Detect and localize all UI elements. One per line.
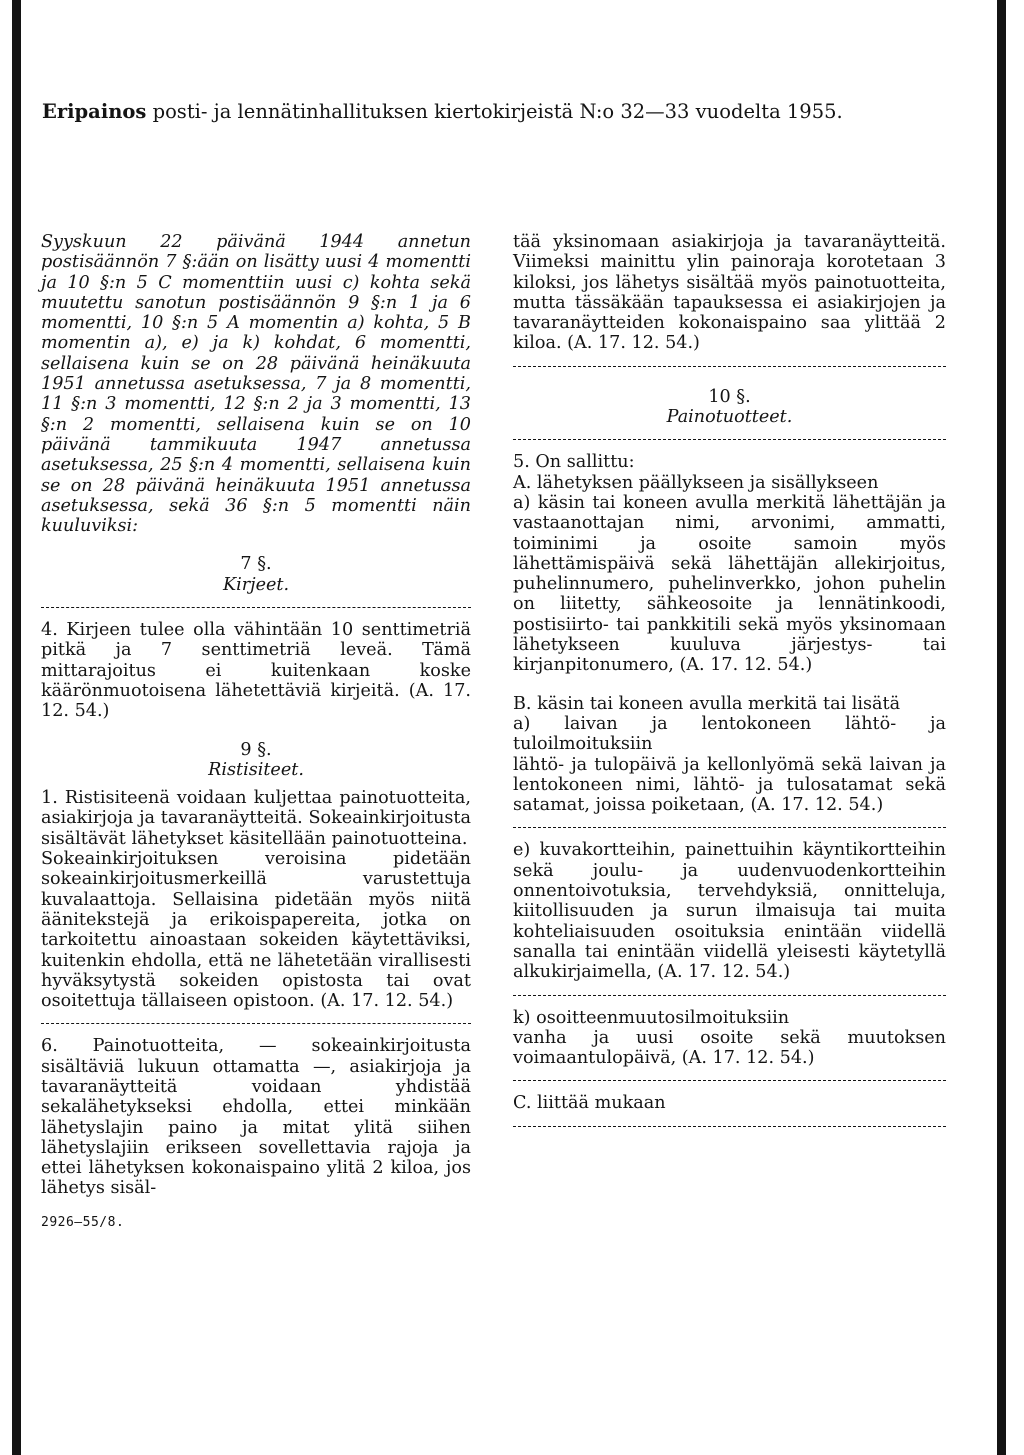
left-column bbox=[41, 232, 471, 1233]
divider bbox=[513, 995, 946, 996]
section-7-number: 7 §. bbox=[240, 554, 272, 575]
right-column bbox=[513, 232, 946, 1139]
left-border-bar bbox=[12, 0, 21, 1455]
right-border-bar bbox=[997, 0, 1006, 1455]
intro-paragraph: Syyskuun 22 päivänä 1944 annetun postisäännön 7 §:ään on lisätty uusi 4 momentti ja 10 §:n 5 C momenttiin uusi c) kohta sekä muutettu sanotun postisäännön 9 §:n 1 ja 6 momentti, 10 §:n 5 A momentin a) kohta, 5 B momentin a), e) ja k) kohdat, 6 momentti, sellaisena kuin se on 28 päivänä heinäkuuta 1951 annetussa asetuksessa, 7 ja 8 momentti, 11 §:n 3 momentti, 12 §:n 2 ja 3 momentti, 13 §:n 2 momentti, sellaisena kuin se on 10 päivänä tammikuuta 1947 annetussa asetuksessa, 25 §:n 4 momentti, sellaisena kuin se on 28 päivänä heinäkuuta 1951 annetussa asetuksessa, sekä 36 §:n 5 momentti näin kuuluviksi: bbox=[41, 232, 471, 537]
header-bold: Eripainos bbox=[42, 100, 147, 123]
paragraph-6-continued: tää yksinomaan asiakirjoja ja tavaranäytteitä. Viimeksi mainittu ylin painoraja korotetaan 3 kiloksi, jos lähetys sisältää myös painotuotteita, mutta tässäkään tapauksessa ei asiakirjojen ja tavaranäytteiden kokonaispaino saa ylittää 2 kiloa. (A. 17. 12. 54.) bbox=[513, 232, 946, 354]
paragraph-4: 4. Kirjeen tulee olla vähintään 10 senttimetriä pitkä ja 7 senttimetriä leveä. Tämä mittarajoitus ei kuitenkaan koske käärönmuotoisena lähetettäviä kirjeitä. (A. 17. 12. 54.) bbox=[41, 620, 471, 722]
section-9-title: Ristisiteet. bbox=[208, 759, 304, 780]
item-B-e: e) kuvakortteihin, painettuihin käyntikortteihin sekä joulu- ja uudenvuodenkortteihin onnentoivotuksia, tervehdyksiä, onnitteluja, kiitollisuuden ja surun ilmaisuja tai muita kohteliaisuuden osoituksia enintään viidellä sanalla tai enintään viidellä yleisesti käytetyllä alkukirjaimella, (A. 17. 12. 54.) bbox=[513, 840, 946, 983]
paragraph-6: 6. Painotuotteita, — sokeainkirjoitusta sisältäviä lukuun ottamatta —, asiakirjoja ja tavaranäytteitä voidaan yhdistää sekalähetykseksi ehdolla, ettei minkään lähetyslajin paino ja mitat ylitä siihen lähetyslajiin erikseen sovellettavia rajoja ja ettei lähetyksen kokonaispaino ylitä 2 kiloa, jos lähetys sisäl- bbox=[41, 1036, 471, 1199]
divider bbox=[41, 607, 471, 608]
divider bbox=[513, 439, 946, 440]
item-B-a-heading: a) laivan ja lentokoneen lähtö- ja tuloilmoituksiin bbox=[513, 713, 946, 755]
divider bbox=[513, 366, 946, 367]
page-header bbox=[42, 100, 942, 123]
print-code: 2926—55/8. bbox=[41, 1214, 125, 1230]
item-B-k-heading: k) osoitteenmuutosilmoituksiin bbox=[513, 1007, 790, 1028]
item-B: B. käsin tai koneen avulla merkitä tai lisätä bbox=[513, 693, 901, 714]
divider bbox=[513, 1080, 946, 1081]
section-7-title: Kirjeet. bbox=[222, 574, 290, 595]
divider bbox=[41, 1023, 471, 1024]
paragraph-5: 5. On sallittu: bbox=[513, 452, 635, 473]
divider bbox=[513, 827, 946, 828]
paragraph-1a: 1. Ristisiteenä voidaan kuljettaa painotuotteita, asiakirjoja ja tavaranäytteitä. Sokeainkirjoitusta sisältävät lähetykset käsitellään painotuotteina. bbox=[41, 788, 471, 849]
header-text: posti- ja lennätinhallituksen kiertokirjeistä N:o 32—33 vuodelta 1955. bbox=[146, 100, 843, 123]
item-B-k-body: vanha ja uusi osoite sekä muutoksen voimaantulopäivä, (A. 17. 12. 54.) bbox=[513, 1027, 946, 1069]
item-C: C. liittää mukaan bbox=[513, 1093, 666, 1114]
item-A-a: a) käsin tai koneen avulla merkitä lähettäjän ja vastaanottajan nimi, arvonimi, ammatti, toiminimi ja osoite samoin myös lähettämispäivä sekä lähettäjän allekirjoitus, puhelinnumero, puhelinverkko, johon puhelin on liitetty, sähkeosoite ja lennätinkoodi, postisiirto- tai pankkitili sekä myös yksinomaan lähetykseen kuuluva järjestys- tai kirjanpitonumero, (A. 17. 12. 54.) bbox=[513, 492, 946, 676]
section-10-title: Painotuotteet. bbox=[666, 407, 793, 428]
paragraph-1b: Sokeainkirjoituksen veroisina pidetään sokeainkirjoitusmerkeillä varustettuja kuvalaattoja. Sellaisina pidetään myös niitä äänitekstejä ja erikoispapereita, jotka on tarkoitettu ainoastaan sokeiden käytettäviksi, kuitenkin ehdolla, että ne lähetetään virallisesti hyväksytystä sokeiden opistosta tai ovat osoitettuja tällaiseen opistoon. (A. 17. 12. 54.) bbox=[41, 849, 471, 1012]
section-9-number: 9 §. bbox=[240, 739, 272, 760]
item-A: A. lähetyksen päällykseen ja sisällykseen bbox=[513, 472, 879, 493]
divider bbox=[513, 1126, 946, 1127]
section-10-number: 10 §. bbox=[708, 386, 751, 407]
item-B-a-body: lähtö- ja tulopäivä ja kellonlyömä sekä laivan ja lentokoneen nimi, lähtö- ja tulosatamat sekä satamat, joissa poiketaan, (A. 17. 12. 54.) bbox=[513, 754, 946, 816]
